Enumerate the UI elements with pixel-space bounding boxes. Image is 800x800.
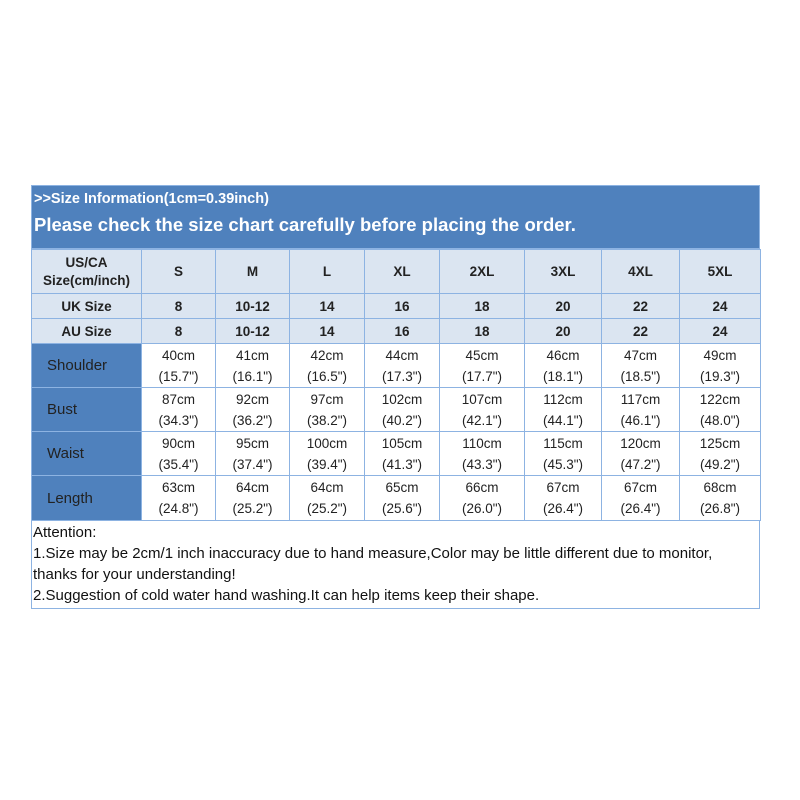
measurement-cell (365, 432, 440, 476)
cm-value: 68cm (703, 480, 737, 495)
au-size-value: 24 (680, 319, 761, 344)
measurement-cell (216, 476, 290, 521)
uk-size-value: 10-12 (216, 294, 290, 319)
measurement-cell (142, 344, 216, 388)
cm-value: 107cm (461, 391, 503, 407)
size-header-row (32, 250, 761, 294)
cm-value: 42cm (310, 347, 344, 363)
cm-value: 65cm (385, 480, 419, 495)
inch-value: (46.1") (620, 412, 661, 428)
cm-value: 97cm (310, 391, 344, 407)
size-column-header: L (290, 250, 365, 294)
measurement-cell (365, 388, 440, 432)
attention-notes (31, 521, 760, 609)
cm-value: 46cm (546, 347, 580, 363)
measurement-cell (216, 344, 290, 388)
measurement-label: Bust (32, 388, 142, 432)
cm-value: 87cm (161, 391, 195, 407)
inch-value: (24.8") (158, 501, 199, 516)
au-size-row (32, 319, 761, 344)
measurement-cell (290, 476, 365, 521)
attention-line-1: 1.Size may be 2cm/1 inch inaccuracy due to hand measure,Color may be little different due to monitor, (33, 545, 713, 562)
measurement-cell (440, 388, 525, 432)
cm-value: 64cm (310, 480, 344, 495)
inch-value: (37.4") (232, 456, 273, 472)
inch-value: (16.1") (232, 368, 273, 384)
inch-value: (16.5") (306, 368, 348, 384)
measurement-row (32, 476, 761, 521)
measurement-cell (525, 344, 602, 388)
attention-line-2: thanks for your understanding! (33, 566, 236, 583)
size-column-header: 5XL (680, 250, 761, 294)
inch-value: (17.3") (381, 368, 423, 384)
measurement-cell (440, 344, 525, 388)
corner-label-cell (32, 250, 142, 294)
inch-value: (41.3") (381, 456, 423, 472)
inch-value: (49.2") (699, 456, 741, 472)
inch-value: (44.1") (542, 412, 584, 428)
inch-value: (26.4") (620, 501, 661, 516)
measurement-cell (216, 432, 290, 476)
uk-size-value: 16 (365, 294, 440, 319)
inch-value: (38.2") (306, 412, 348, 428)
cm-value: 110cm (462, 435, 502, 451)
measurement-cell (365, 344, 440, 388)
au-size-value: 16 (365, 319, 440, 344)
inch-value: (42.1") (461, 412, 503, 428)
attention-line-3: 2.Suggestion of cold water hand washing.It can help items keep their shape. (33, 587, 540, 604)
measurement-cell (680, 432, 761, 476)
size-column-header: XL (365, 250, 440, 294)
cm-value: 90cm (161, 435, 195, 451)
size-column-header: 4XL (602, 250, 680, 294)
cm-value: 66cm (465, 480, 499, 495)
au-size-value: 18 (440, 319, 525, 344)
inch-value: (25.2") (306, 501, 348, 516)
measurement-cell (290, 388, 365, 432)
cm-value: 67cm (623, 480, 657, 495)
measurement-label: Waist (32, 432, 142, 476)
measurement-cell (142, 476, 216, 521)
cm-value: 64cm (235, 480, 269, 495)
inch-value: (26.4") (542, 501, 584, 516)
inch-value: (19.3") (699, 368, 741, 384)
cm-value: 120cm (620, 435, 661, 451)
inch-value: (48.0") (699, 412, 741, 428)
uk-size-value: 20 (525, 294, 602, 319)
measurement-cell (602, 476, 680, 521)
size-chart-header (31, 185, 760, 249)
measurement-row (32, 432, 761, 476)
uk-size-value: 24 (680, 294, 761, 319)
inch-value: (34.3") (158, 412, 199, 428)
cm-value: 115cm (543, 435, 583, 451)
measurement-cell (525, 388, 602, 432)
cm-value: 45cm (465, 347, 499, 363)
measurement-cell (525, 432, 602, 476)
au-size-value: 22 (602, 319, 680, 344)
measurement-row (32, 388, 761, 432)
uk-size-value: 14 (290, 294, 365, 319)
au-size-value: 20 (525, 319, 602, 344)
measurement-label: Length (32, 476, 142, 521)
inch-value: (18.1") (542, 368, 584, 384)
cm-value: 47cm (623, 347, 657, 363)
order-notice: Please check the size chart carefully before placing the order. (34, 214, 576, 235)
inch-value: (45.3") (542, 456, 584, 472)
cm-value: 49cm (703, 347, 737, 363)
corner-label-units: Size(cm/inch) (42, 272, 131, 288)
corner-label-us-ca: US/CA (65, 254, 108, 270)
cm-value: 125cm (699, 435, 741, 451)
measurement-cell (602, 388, 680, 432)
uk-size-label: UK Size (32, 294, 142, 319)
inch-value: (39.4") (306, 456, 348, 472)
inch-value: (25.2") (232, 501, 273, 516)
cm-value: 92cm (235, 391, 269, 407)
uk-size-value: 22 (602, 294, 680, 319)
measurement-cell (290, 432, 365, 476)
measurement-cell (602, 432, 680, 476)
cm-value: 40cm (161, 347, 195, 363)
cm-value: 112cm (543, 391, 583, 407)
size-column-header: 3XL (525, 250, 602, 294)
measurement-cell (290, 344, 365, 388)
cm-value: 41cm (235, 347, 269, 363)
cm-value: 95cm (235, 435, 269, 451)
size-column-header: 2XL (440, 250, 525, 294)
uk-size-value: 8 (142, 294, 216, 319)
uk-size-value: 18 (440, 294, 525, 319)
au-size-value: 14 (290, 319, 365, 344)
size-column-header: S (142, 250, 216, 294)
inch-value: (35.4") (158, 456, 199, 472)
inch-value: (40.2") (381, 412, 423, 428)
cm-value: 102cm (381, 391, 423, 407)
inch-value: (18.5") (620, 368, 661, 384)
measurement-label: Shoulder (32, 344, 142, 388)
cm-value: 100cm (306, 435, 348, 451)
inch-value: (47.2") (620, 456, 661, 472)
au-size-value: 10-12 (216, 319, 290, 344)
cm-value: 117cm (620, 391, 661, 407)
size-info-title: >>Size Information(1cm=0.39inch) (34, 191, 269, 207)
measurement-cell (440, 432, 525, 476)
inch-value: (25.6") (381, 501, 423, 516)
measurement-cell (440, 476, 525, 521)
cm-value: 44cm (385, 347, 419, 363)
cm-value: 105cm (381, 435, 423, 451)
inch-value: (43.3") (461, 456, 503, 472)
size-column-header: M (216, 250, 290, 294)
measurement-cell (142, 388, 216, 432)
inch-value: (26.0") (461, 501, 503, 516)
size-chart (31, 185, 760, 609)
measurement-row (32, 344, 761, 388)
au-size-value: 8 (142, 319, 216, 344)
cm-value: 63cm (161, 480, 195, 495)
attention-title: Attention: (33, 524, 97, 541)
measurement-cell (142, 432, 216, 476)
measurement-cell (602, 344, 680, 388)
inch-value: (36.2") (232, 412, 273, 428)
measurement-cell (216, 388, 290, 432)
measurement-cell (680, 388, 761, 432)
cm-value: 122cm (699, 391, 741, 407)
inch-value: (17.7") (461, 368, 503, 384)
inch-value: (26.8") (699, 501, 741, 516)
uk-size-row (32, 294, 761, 319)
measurement-cell (680, 344, 761, 388)
measurement-cell (525, 476, 602, 521)
inch-value: (15.7") (158, 368, 199, 384)
au-size-label: AU Size (32, 319, 142, 344)
size-table (31, 249, 761, 521)
measurement-cell (365, 476, 440, 521)
measurement-cell (680, 476, 761, 521)
cm-value: 67cm (546, 480, 580, 495)
